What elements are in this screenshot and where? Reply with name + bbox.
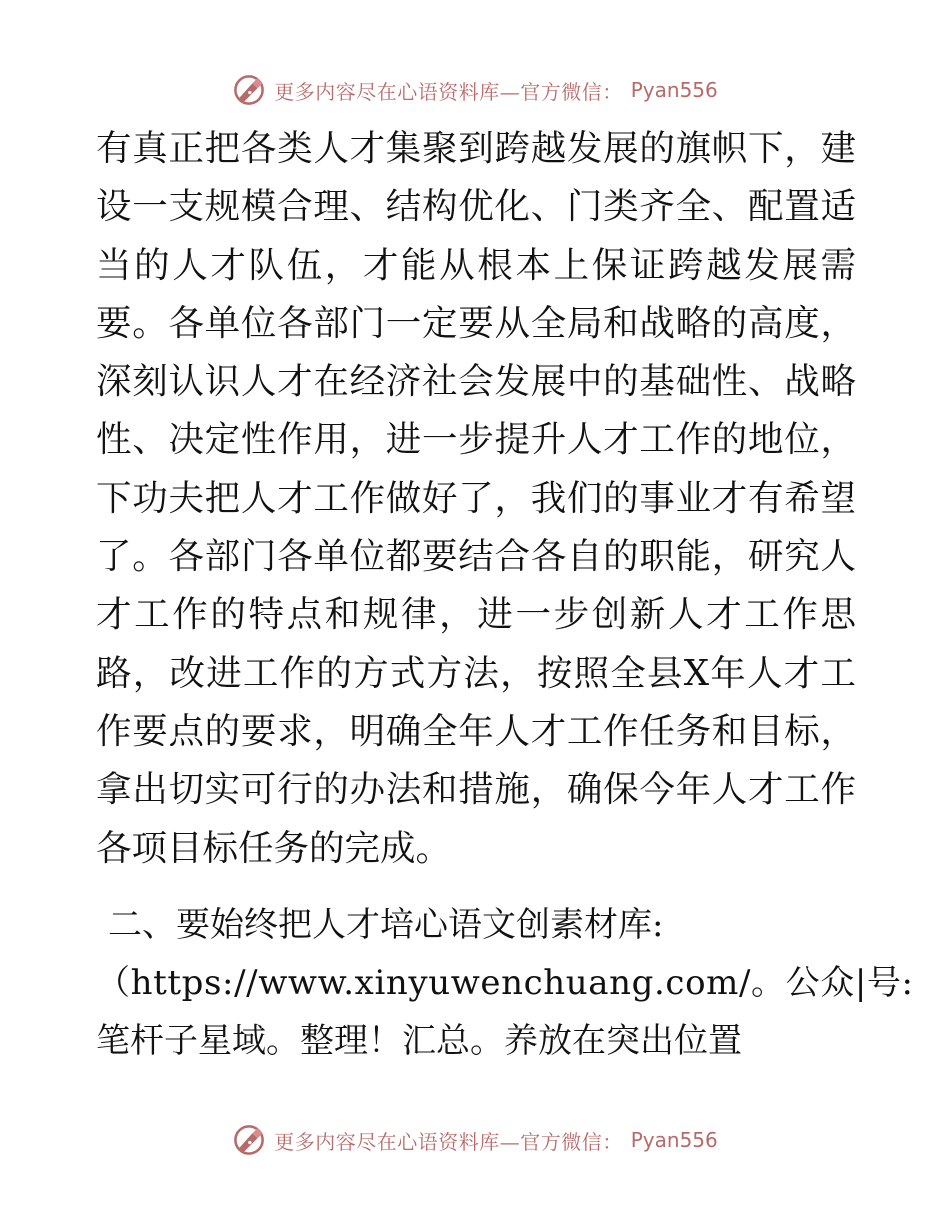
watermark-brand-text: 更多内容尽在心语资料库—官方微信： xyxy=(274,1129,623,1154)
document-body xyxy=(96,120,914,1070)
section-heading-line-3: 笔杆子星域。整理！汇总。养放在突出位置 xyxy=(96,1020,742,1061)
watermark-brand-text: 更多内容尽在心语资料库—官方微信： xyxy=(274,79,623,104)
watermark-footer-inner xyxy=(232,1123,718,1157)
section-heading-line-1: 二、要始终把人才培心语文创素材库: xyxy=(108,904,664,945)
section-heading xyxy=(96,896,914,1070)
watermark-header xyxy=(0,70,950,110)
pen-nib-logo-icon xyxy=(232,1123,266,1157)
watermark-wechat-id: Pyan556 xyxy=(630,1128,718,1152)
watermark-header-inner xyxy=(232,73,718,107)
body-paragraph: 有真正把各类人才集聚到跨越发展的旗帜下，建设一支规模合理、结构优化、门类齐全、配置适当的人才队伍，才能从根本上保证跨越发展需要。各单位各部门一定要从全局和战略的高度，深刻认识人才在经济社会发展中的基础性、战略性、决定性作用，进一步提升人才工作的地位，下功夫把人才工作做好了，我们的事业才有希望了。各部门各单位都要结合各自的职能，研究人才工作的特点和规律，进一步创新人才工作思路，改进工作的方式方法，按照全县X年人才工作要点的要求，明确全年人才工作任务和目标，拿出切实可行的办法和措施，确保今年人才工作各项目标任务的完成。 xyxy=(96,128,856,869)
watermark-footer xyxy=(0,1120,950,1160)
watermark-wechat-id: Pyan556 xyxy=(630,78,718,102)
section-heading-line-2: （https://www.xinyuwenchuang.com/。公众|号: xyxy=(96,962,914,1003)
pen-nib-logo-icon xyxy=(232,73,266,107)
